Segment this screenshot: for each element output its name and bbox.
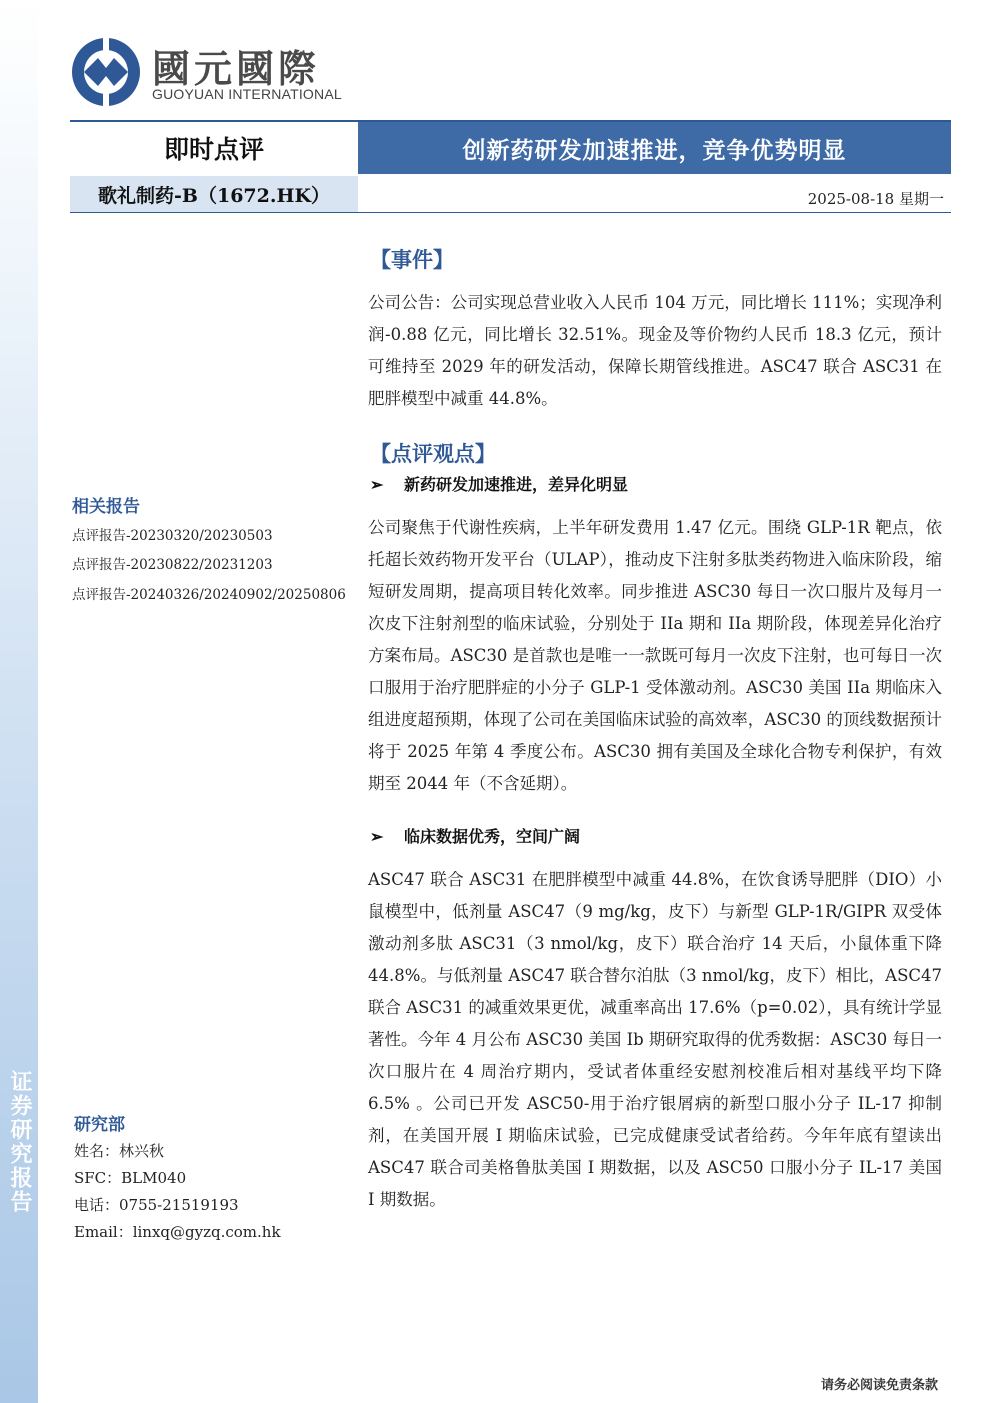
- related-report-item[interactable]: 点评报告-20240326/20240902/20250806: [72, 587, 346, 603]
- side-decoration-strip: [0, 0, 38, 1403]
- brand-name-cn: 國元國際: [152, 47, 321, 91]
- point1-paragraph: 公司聚焦于代谢性疾病，上半年研发费用 1.47 亿元。围绕 GLP-1R 靶点，依托超长效药物开发平台（ULAP），推动皮下注射多肽类药物进入临床阶段，缩短研发周期，提高项目转化效率。同步推进 ASC30 每日一次口服片及每月一次皮下注射剂型的临床试验，分别处于 IIa 期和 IIa 期阶段，体现差异化治疗方案布局。ASC30 是首款也是唯一一款既可每月一次皮下注射，也可每日一次口服用于治疗肥胖症的小分子 GLP-1 受体激动剂。ASC30 美国 IIa 期临床入组进度超预期，体现了公司在美国临床试验的高效率，ASC30 的顶线数据预计将于 2025 年第 4 季度公布。ASC30 拥有美国及全球化合物专利保护，有效期至 2044 年（不含延期）。: [368, 518, 942, 793]
- header-bottom-rule: [70, 212, 951, 213]
- point2-title: 临床数据优秀，空间广阔: [404, 827, 581, 846]
- arrow-bullet-icon: ➢: [370, 475, 384, 494]
- related-report-item[interactable]: 点评报告-20230320/20230503: [72, 528, 273, 544]
- analyst-phone: 电话：0755-21519193: [74, 1196, 239, 1214]
- analyst-sfc: SFC：BLM040: [74, 1169, 187, 1187]
- event-section-title: 【事件】: [370, 247, 454, 272]
- analyst-email[interactable]: Email：linxq@gyzq.com.hk: [74, 1223, 281, 1241]
- event-paragraph: 公司公告：公司实现总营业收入人民币 104 万元，同比增长 111%；实现净利润-0.88 亿元，同比增长 32.51%。现金及等价物约人民币 18.3 亿元，预计可维持至 2029 年的研发活动，保障长期管线推进。ASC47 联合 ASC31 在肥胖模型中减重 44.8%。: [368, 293, 942, 408]
- related-reports-title: 相关报告: [72, 497, 140, 517]
- report-type: 即时点评: [163, 135, 264, 164]
- research-dept-title: 研究部: [74, 1115, 125, 1135]
- related-report-item[interactable]: 点评报告-20230822/20231203: [72, 557, 273, 573]
- analyst-name: 姓名：林兴秋: [74, 1142, 165, 1160]
- point2-paragraph: ASC47 联合 ASC31 在肥胖模型中减重 44.8%，在饮食诱导肥胖（DIO）小鼠模型中，低剂量 ASC47（9 mg/kg，皮下）与新型 GLP-1R/GIPR 双受体激动剂多肽 ASC31（3 nmol/kg，皮下）联合治疗 14 天后，小鼠体重下降 44.8%。与低剂量 ASC47 联合替尔泊肽（3 nmol/kg，皮下）相比，ASC47 联合 ASC31 的减重效果更优，减重率高出 17.6%（p=0.02），具有统计学显著性。今年 4 月公布 ASC30 美国 Ib 期研究取得的优秀数据：ASC30 每日一次口服片在 4 周治疗期内，受试者体重经安慰剂校准后相对基线平均下降 6.5% 。公司已开发 ASC50-用于治疗银屑病的新型口服小分子 IL-17 抑制剂，在美国开展 I 期临床试验，已完成健康受试者给药。今年年底有望读出 ASC47 联合司美格鲁肽美国 I 期数据，以及 ASC50 口服小分子 IL-17 美国 I 期数据。: [368, 870, 942, 1209]
- guoyuan-logo-icon: [68, 34, 144, 110]
- point1-heading: [370, 472, 628, 495]
- brand-name-en: GUOYUAN INTERNATIONAL: [152, 86, 342, 102]
- point2-heading: [370, 824, 580, 847]
- disclaimer-link[interactable]: 请务必阅读免责条款: [820, 1378, 938, 1393]
- point1-title: 新药研发加速推进，差异化明显: [404, 475, 629, 494]
- view-section-title: 【点评观点】: [370, 441, 496, 466]
- vertical-report-label: 证券研究报告: [7, 1070, 32, 1214]
- report-date: 2025-08-18 星期一: [807, 190, 944, 208]
- company-ticker: 歌礼制药-B（1672.HK）: [70, 176, 358, 212]
- brand-logo: [68, 34, 368, 110]
- report-headline: 创新药研发加速推进，竞争优势明显: [358, 122, 951, 174]
- arrow-bullet-icon: ➢: [370, 827, 384, 846]
